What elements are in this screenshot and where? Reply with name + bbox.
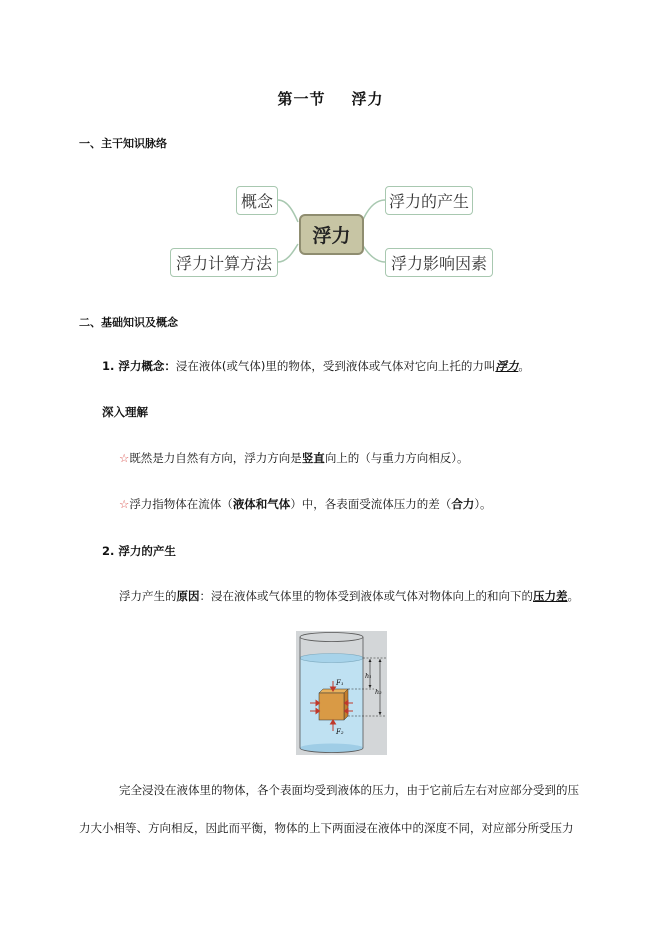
item1-definition [102,358,530,374]
star1-bold: 竖直 [301,451,325,465]
item1-term: 浮力 [495,359,519,373]
mindmap [170,178,495,280]
title-topic: 浮力 [351,90,384,108]
paragraph-line-1: 完全浸没在液体里的物体，各个表面均受到液体的压力，由于它前后左右对应部分受到的压 [119,783,579,797]
star-icon: ☆ [119,451,130,465]
page-title [0,88,661,109]
mindmap-node-factors: 浮力影响因素 [385,248,493,277]
buoyancy-figure [296,631,387,755]
star1-post: 向上的（与重力方向相反）。 [324,451,469,465]
mindmap-center: 浮力 [299,214,364,255]
cause-text [119,588,579,604]
item2-heading: 2. 浮力的产生 [102,544,176,558]
star-point-1 [119,450,469,466]
title-section: 第一节 [277,90,326,108]
star2-bold2: 合力 [451,497,475,511]
cause-mid: ：浸在液体或气体里的物体受到液体或气体对物体向上的和向下的 [199,589,533,603]
cause-end: 。 [567,589,579,603]
mindmap-node-method: 浮力计算方法 [170,248,278,277]
label-f2: F₂ [336,728,344,736]
figure-svg [296,631,387,755]
section1-heading: 一、主干知识脉络 [79,137,167,150]
star2-bold1: 液体和气体 [232,497,291,511]
label-h1: h₁ [365,672,372,680]
mindmap-node-concept: 概念 [236,186,278,215]
label-f1: F₁ [336,679,344,687]
deep-heading: 深入理解 [102,405,148,419]
star2-pre: 浮力指物体在流体（ [129,497,233,511]
star2-mid: ）中，各表面受流体压力的差（ [290,497,452,511]
item1-text: 浸在液体(或气体)里的物体，受到液体或气体对它向上托的力叫 [175,359,496,373]
star-icon: ☆ [119,497,130,511]
label-h2: h₂ [375,688,382,696]
star1-pre: 既然是力自然有方向，浮力方向是 [129,451,302,465]
cause-pre: 浮力产生的 [119,589,177,603]
star2-post: ）。 [474,497,492,511]
cause-term: 压力差 [533,589,568,603]
section2-heading: 二、基础知识及概念 [79,316,178,329]
mindmap-node-origin: 浮力的产生 [385,186,473,215]
item1-end: 。 [518,359,530,373]
cause-bold: 原因 [176,589,200,603]
star-point-2 [119,496,492,512]
paragraph-line-2: 力大小相等、方向相反，因此而平衡，物体的上下两面浸在液体中的深度不同，对应部分所受压力 [79,821,574,835]
item1-label: 1. 浮力概念： [102,359,176,373]
